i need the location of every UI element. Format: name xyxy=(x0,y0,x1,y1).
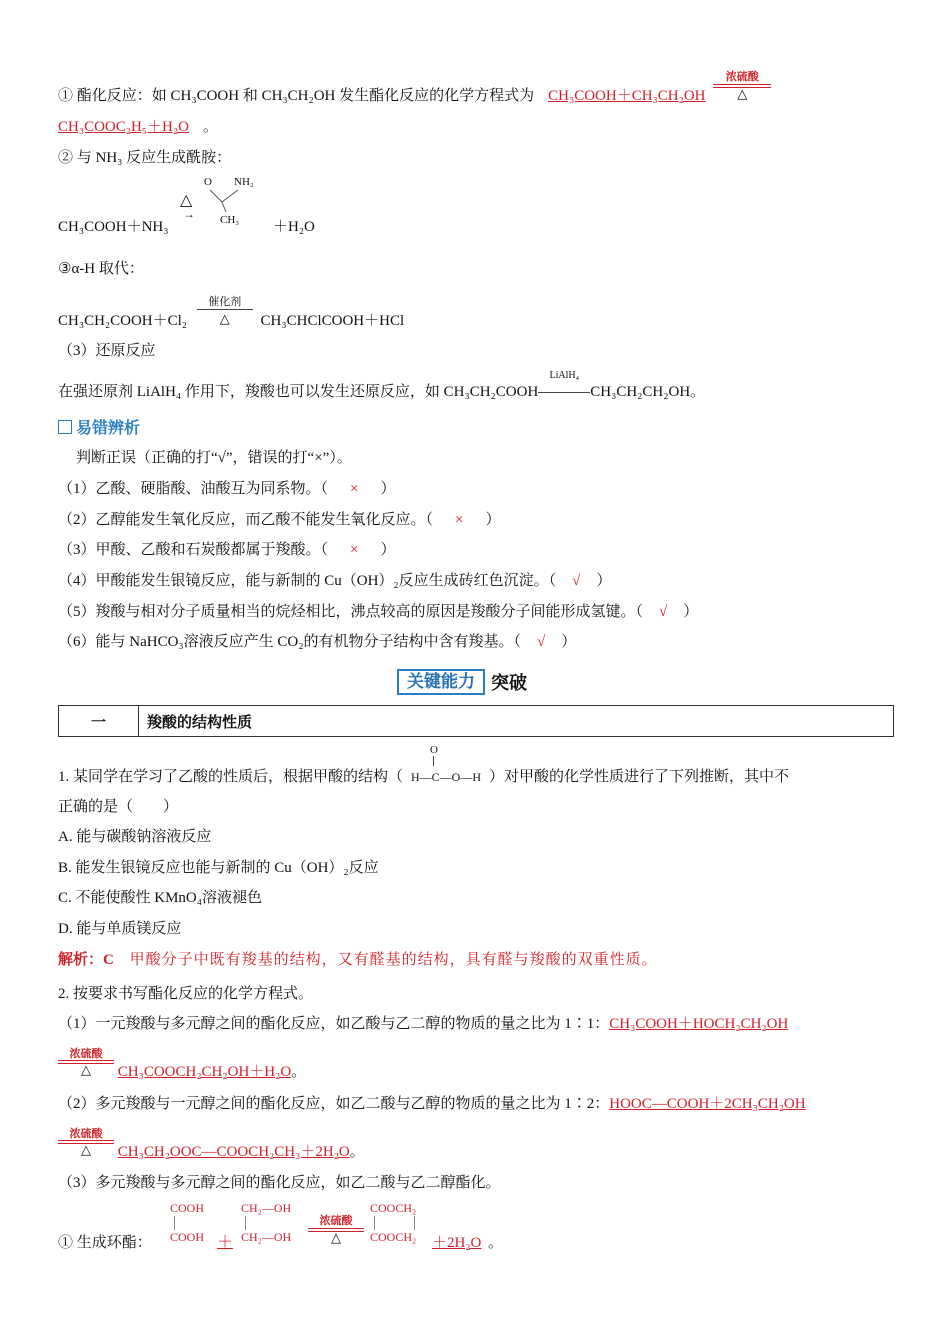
option-c: C. 不能使酸性 KMnO₄溶液褪色 xyxy=(58,890,262,906)
formic-structure: O H—C—O—H xyxy=(411,744,482,784)
ring-ester-structure: COOCH₂ COOCH₂ xyxy=(370,1201,417,1244)
q2-part1: （1）一元羧酸与多元醇之间的酯化反应，如乙酸与乙二醇的物质的量之比为 1∶1：CH₃COOH＋HOCH₂CH₂OH xyxy=(58,1016,789,1032)
arrow-icon: → xyxy=(183,207,195,221)
key-ability-banner: 关键能力 突破 xyxy=(397,668,527,696)
reaction-condition: 浓硫酸 △ xyxy=(713,90,771,104)
ring-water: ＋2H₂O xyxy=(432,1235,482,1251)
error-analysis-title: 易错辨析 xyxy=(58,415,140,438)
q2-part2-product: 浓硫酸 △ CH₃CH₂OOC—COOCH₂CH₃＋2H₂O。 xyxy=(58,1140,365,1161)
option-d: D. 能与单质镁反应 xyxy=(58,921,182,937)
reduction-line: 在强还原剂 LiAlH₄ 作用下，羧酸也可以发生还原反应，如 CH₃CH₂COOH LiAlH₄ CH₃CH₂CH₂OH。 xyxy=(58,369,706,400)
alpha-h-equation: CH₃CH₂COOH＋Cl₂ 催化剂 △ CH₃CHClCOOH＋HCl xyxy=(58,295,405,329)
judge-item-6: （6）能与 NaHCO₃溶液反应产生 CO₂的有机物分子结构中含有羧基。（ √ ） xyxy=(58,634,577,650)
esterification-line: ① 酯化反应：如 CH₃COOH 和 CH₃CH₂OH 发生酯化反应的化学方程式为 CH₃COOH＋CH₃CH₂OH 浓硫酸 △ xyxy=(58,84,775,105)
judge-item-5: （5）羧酸与相对分子质量相当的烷烃相比，沸点较高的原因是羧酸分子间能形成氢键。（ √ ） xyxy=(58,604,699,620)
q2-part2: （2）多元羧酸与一元醇之间的酯化反应，如乙二酸与乙醇的物质的量之比为 1∶2：HOOC—COOH＋2CH₃CH₂OH xyxy=(58,1096,806,1112)
judge-item-1: （1）乙酸、硬脂酸、油酸互为同系物。（ × ） xyxy=(58,481,396,497)
section-number: 一 xyxy=(59,706,139,737)
checkbox-icon xyxy=(58,420,72,434)
amide-equation: CH₃COOH＋NH₃ ＋H₂O xyxy=(58,219,315,235)
alpha-h-heading: ③α-H 取代： xyxy=(58,261,144,277)
amide-structure: O NH₂ CH₃ xyxy=(178,176,278,236)
ring-condition: 浓硫酸 △ xyxy=(308,1234,364,1248)
plus-sign: ＋ xyxy=(217,1234,234,1251)
catalyst-condition: 催化剂 △ xyxy=(197,315,253,329)
answer-blank: CH₃COOH＋CH₃CH₂OH xyxy=(548,88,706,104)
q2-part3: （3）多元羧酸与多元醇之间的酯化反应，如乙二酸与乙二醇酯化。 xyxy=(58,1175,501,1191)
judge-instruction: 判断正误（正确的打“√”，错误的打“×”）。 xyxy=(76,450,352,466)
judge-item-2: （2）乙醇能发生氧化反应，而乙酸不能发生氧化反应。（ × ） xyxy=(58,512,501,528)
question-2: 2. 按要求书写酯化反应的化学方程式。 xyxy=(58,986,314,1002)
glycol-structure: CH₂—OH CH₂—OH xyxy=(241,1201,292,1244)
question-1-cont: 正确的是（ ） xyxy=(58,799,179,815)
amide-bonds xyxy=(178,176,278,236)
section-title: 羧酸的结构性质 xyxy=(139,706,894,737)
reduction-heading: （3）还原反应 xyxy=(58,343,156,359)
answer-explanation: 解析：C 甲酸分子中既有羧基的结构，又有醛基的结构，具有醛与羧酸的双重性质。 xyxy=(58,952,658,968)
ring-ester-label: ① 生成环酯： xyxy=(58,1235,152,1251)
question-1: 1. 某同学在学习了乙酸的性质后，根据甲酸的结构（ O H—C—O—H ）对甲酸的化学性质进行了下列推断，其中不 xyxy=(58,744,790,785)
lialh4-condition: LiAlH₄ xyxy=(538,386,590,400)
section-header xyxy=(58,705,894,737)
esterification-product: CH₃COOC₂H₅＋H₂O 。 xyxy=(58,119,218,135)
amide-heading: ② 与 NH₃ 反应生成酰胺： xyxy=(58,150,232,166)
oxalic-acid-structure: COOH COOH xyxy=(170,1201,205,1244)
judge-item-4: （4）甲酸能发生银镜反应，能与新制的 Cu（OH）₂反应生成砖红色沉淀。（ √ ） xyxy=(58,573,612,589)
option-b: B. 能发生银镜反应也能与新制的 Cu（OH）₂反应 xyxy=(58,860,379,876)
judge-item-3: （3）甲酸、乙酸和石炭酸都属于羧酸。（ × ） xyxy=(58,542,396,558)
q2-part1-product: 浓硫酸 △ CH₃COOCH₂CH₂OH＋H₂O。 xyxy=(58,1060,306,1081)
heat-triangle: △ xyxy=(180,192,193,209)
option-a: A. 能与碳酸钠溶液反应 xyxy=(58,829,212,845)
